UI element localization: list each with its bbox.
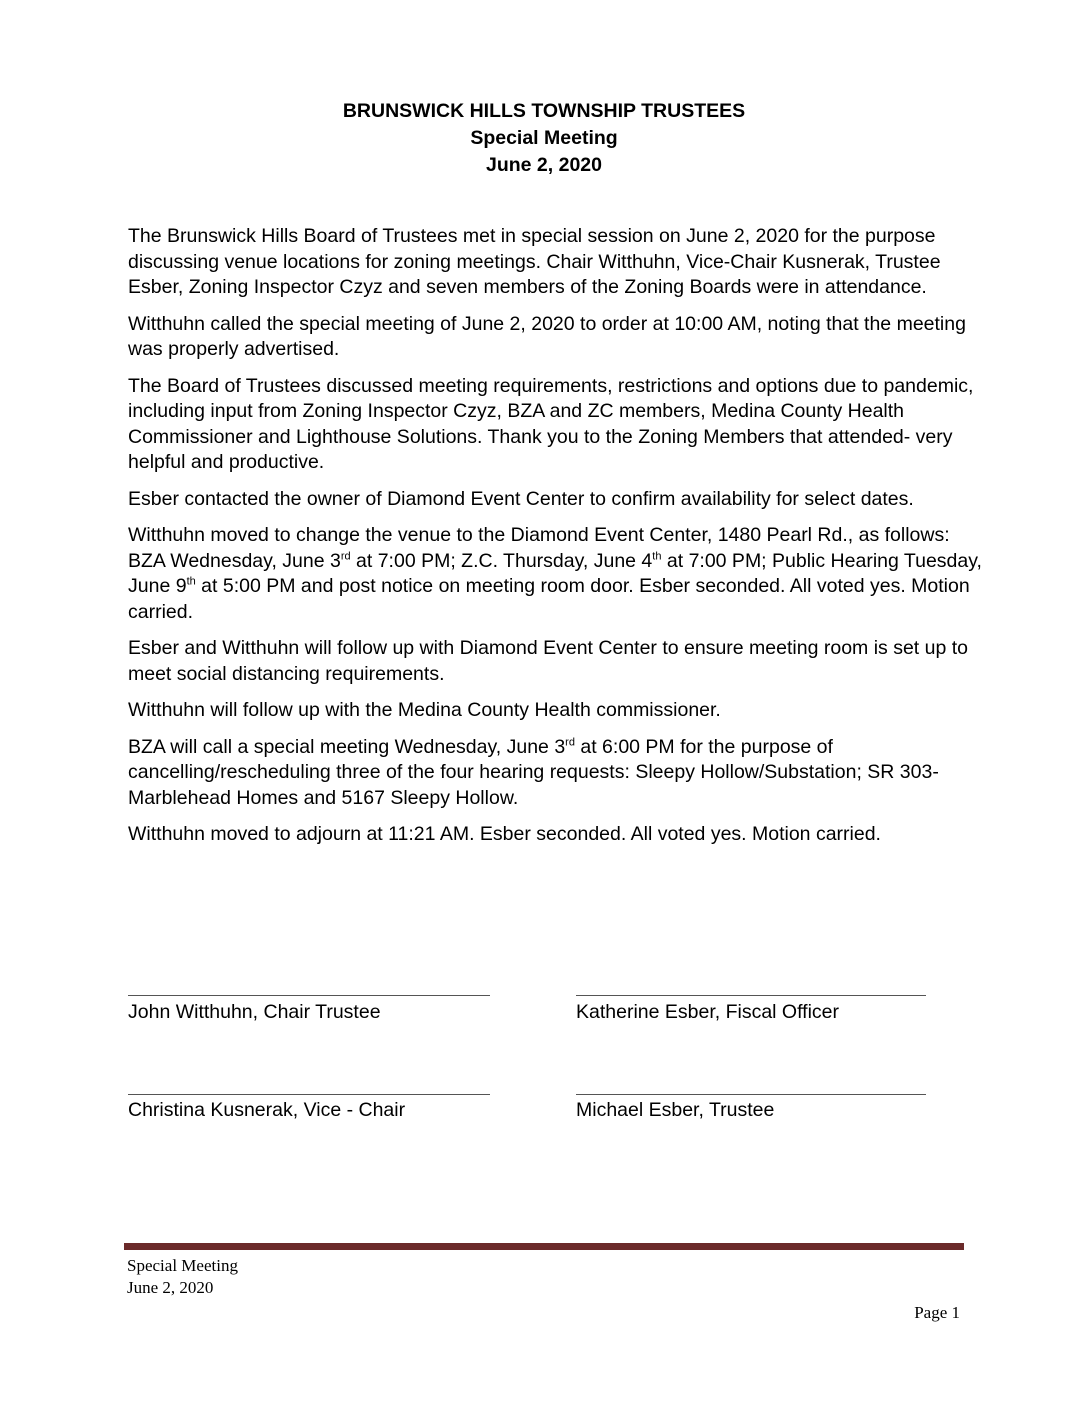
footer-meeting-type: Special Meeting xyxy=(127,1256,238,1275)
signature-name-vice-chair: Christina Kusnerak, Vice - Chair xyxy=(128,1099,406,1121)
text-segment: BZA will call a special meeting Wednesday, June 3 xyxy=(128,735,566,758)
text-segment: at 6:00 PM for the purpose of cancelling/rescheduling three of the four hearing requests: Sleepy Hollow/Substation; SR 303-Marblehead Homes and 5167 Sleepy Hollow. xyxy=(128,735,939,809)
paragraph-distancing: Esber and Witthuhn will follow up with Diamond Event Center to ensure meeting room is set up to meet social distancing requirements. xyxy=(128,637,968,685)
ordinal-suffix: rd xyxy=(340,550,351,562)
footer-label xyxy=(127,1255,238,1299)
text-segment: at 5:00 PM and post notice on meeting room door. Esber seconded. All voted yes. Motion carried. xyxy=(128,575,970,623)
minutes-body xyxy=(128,224,988,859)
document-title: BRUNSWICK HILLS TOWNSHIP TRUSTEES xyxy=(342,100,746,122)
paragraph-health-followup: Witthuhn will follow up with the Medina County Health commissioner. xyxy=(128,699,721,721)
signature-line-vice-chair xyxy=(128,1094,490,1095)
paragraph-attendance: The Brunswick Hills Board of Trustees met in special session on June 2, 2020 for the purpose discussing venue locations for zoning meetings. Chair Witthuhn, Vice-Chair Kusnerak, Trustee Esber, Zoning Inspector Czyz and seven members of the Zoning Boards were in attendance. xyxy=(128,225,941,298)
document-date: June 2, 2020 xyxy=(486,154,602,176)
document-subtitle: Special Meeting xyxy=(470,127,618,149)
paragraph-discussion: The Board of Trustees discussed meeting requirements, restrictions and options due to pandemic, including input from Zoning Inspector Czyz, BZA and ZC members, Medina County Health Commissioner and Lighthouse Solutions. Thank you to the Zoning Members that attended- very helpful and productive. xyxy=(128,374,974,473)
paragraph-adjourn: Witthuhn moved to adjourn at 11:21 AM. Esber seconded. All voted yes. Motion carried. xyxy=(128,823,881,845)
signature-line-trustee xyxy=(576,1094,926,1095)
signature-name-chair: John Witthuhn, Chair Trustee xyxy=(128,1001,381,1023)
signature-name-fiscal-officer: Katherine Esber, Fiscal Officer xyxy=(576,1001,840,1023)
ordinal-suffix: th xyxy=(652,550,662,562)
signature-line-chair xyxy=(128,995,490,996)
footer-rule xyxy=(124,1243,964,1250)
document-header xyxy=(0,98,1088,179)
ordinal-suffix: th xyxy=(186,575,196,588)
footer-date: June 2, 2020 xyxy=(127,1278,214,1297)
paragraph-bza-meeting xyxy=(128,735,988,812)
paragraph-venue-contact: Esber contacted the owner of Diamond Event Center to confirm availability for select dates. xyxy=(128,487,914,510)
ordinal-suffix: rd xyxy=(565,736,575,748)
page-number: Page 1 xyxy=(914,1303,960,1322)
signature-line-fiscal-officer xyxy=(576,995,926,996)
paragraph-venue-motion xyxy=(128,523,988,625)
text-segment: Witthuhn moved to change the venue to the Diamond Event Center, 1480 Pearl Rd., as follows: BZA Wednesday, June 3 xyxy=(128,524,950,572)
paragraph-call-to-order: Witthuhn called the special meeting of June 2, 2020 to order at 10:00 AM, noting that the meeting was properly advertised. xyxy=(128,312,966,360)
text-segment: at 7:00 PM; Z.C. Thursday, June 4 xyxy=(350,549,653,572)
signature-name-trustee: Michael Esber, Trustee xyxy=(576,1099,775,1121)
text-segment: at 7:00 PM; Public Hearing Tuesday, June 9 xyxy=(128,549,982,597)
